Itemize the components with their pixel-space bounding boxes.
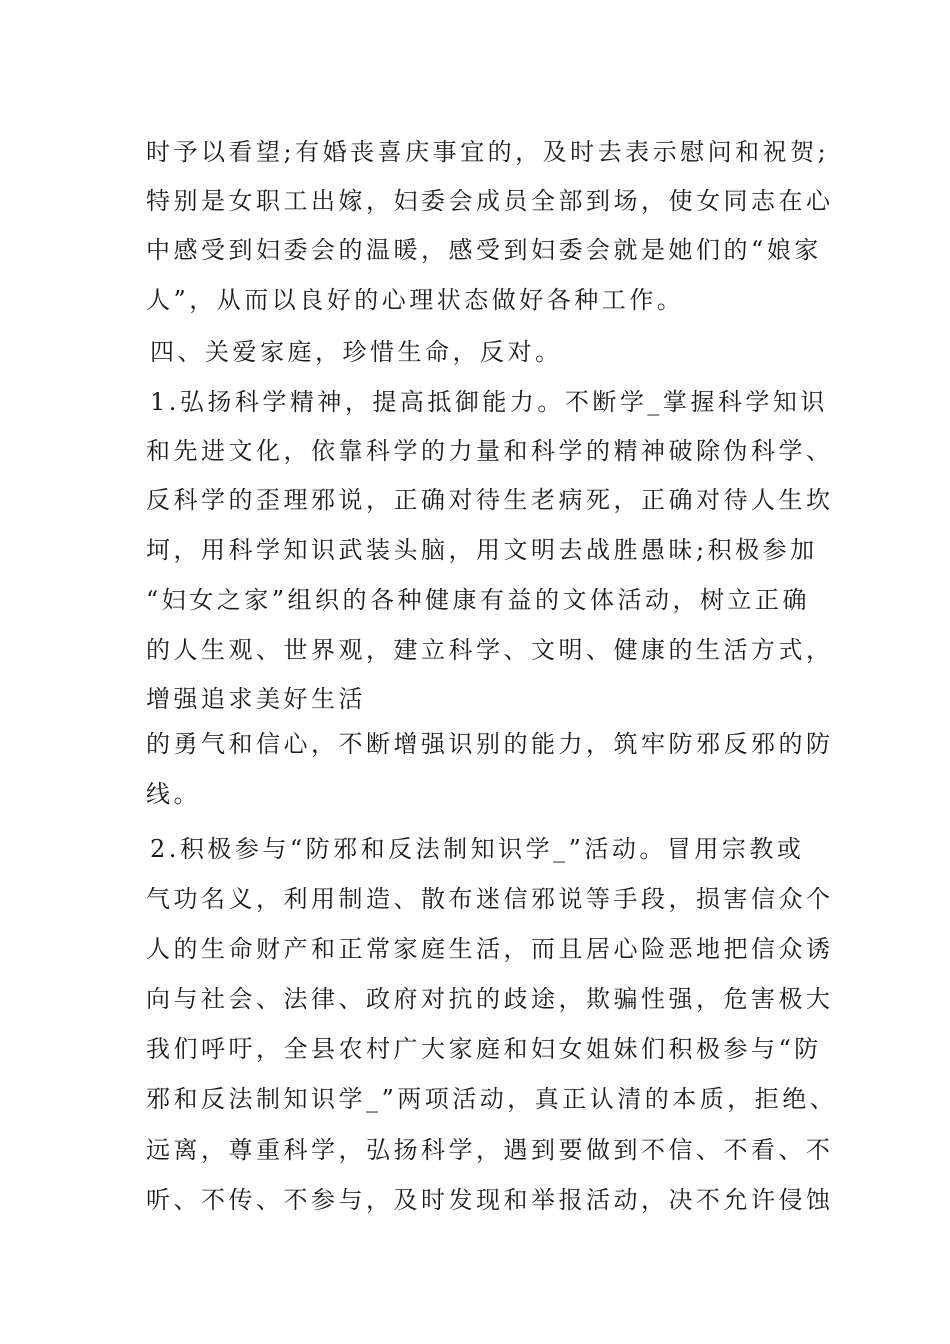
text-line-17: 人的生命财产和正常家庭生活，而且居心险恶地把信众诱: [146, 935, 834, 963]
text-line-14: 线。: [146, 780, 201, 808]
text-line-22: 听、不传、不参与，及时发现和举报活动，决不允许侵蚀: [146, 1186, 834, 1214]
paragraph-1-start: 1.弘扬科学精神，提高抵御能力。不断学_掌握科学知识: [150, 388, 828, 416]
text-line-13: 的勇气和信心，不断增强识别的能力，筑牢防邪反邪的防: [146, 730, 834, 758]
text-line-21: 远离，尊重科学，弘扬科学，遇到要做到不信、不看、不: [146, 1136, 834, 1164]
paragraph-2-start: 2.积极参与“防邪和反法制知识学_”活动。冒用宗教或: [150, 835, 805, 863]
text-line-1: 时予以看望;有婚丧喜庆事宜的，及时去表示慰问和祝贺;: [146, 138, 830, 166]
text-line-12: 增强追求美好生活: [146, 685, 366, 713]
section-heading-4: 四、关爱家庭，珍惜生命，反对。: [150, 338, 563, 366]
text-line-2: 特别是女职工出嫁，妇委会成员全部到场，使女同志在心: [146, 187, 834, 215]
text-line-8: 反科学的歪理邪说，正确对待生老病死，正确对待人生坎: [146, 486, 834, 514]
text-line-4: 人”，从而以良好的心理状态做好各种工作。: [146, 286, 685, 314]
text-line-18: 向与社会、法律、政府对抗的歧途，欺骗性强，危害极大: [146, 985, 834, 1013]
text-line-19: 我们呼吁，全县农村广大家庭和妇女姐妹们积极参与“防: [146, 1035, 822, 1063]
text-line-7: 和先进文化，依靠科学的力量和科学的精神破除伪科学、: [146, 437, 834, 465]
text-line-9: 坷，用科学知识武装头脑，用文明去战胜愚昧;积极参加: [146, 536, 818, 564]
text-line-20: 邪和反法制知识学_”两项活动，真正认清的本质，拒绝、: [146, 1085, 838, 1113]
text-line-3: 中感受到妇委会的温暖，感受到妇委会就是她们的“娘家: [146, 236, 822, 264]
text-line-11: 的人生观、世界观，建立科学、文明、健康的生活方式，: [146, 636, 834, 664]
text-line-10: “妇女之家”组织的各种健康有益的文体活动，树立正确: [146, 586, 811, 614]
text-line-16: 气功名义，利用制造、散布迷信邪说等手段，损害信众个: [146, 885, 834, 913]
